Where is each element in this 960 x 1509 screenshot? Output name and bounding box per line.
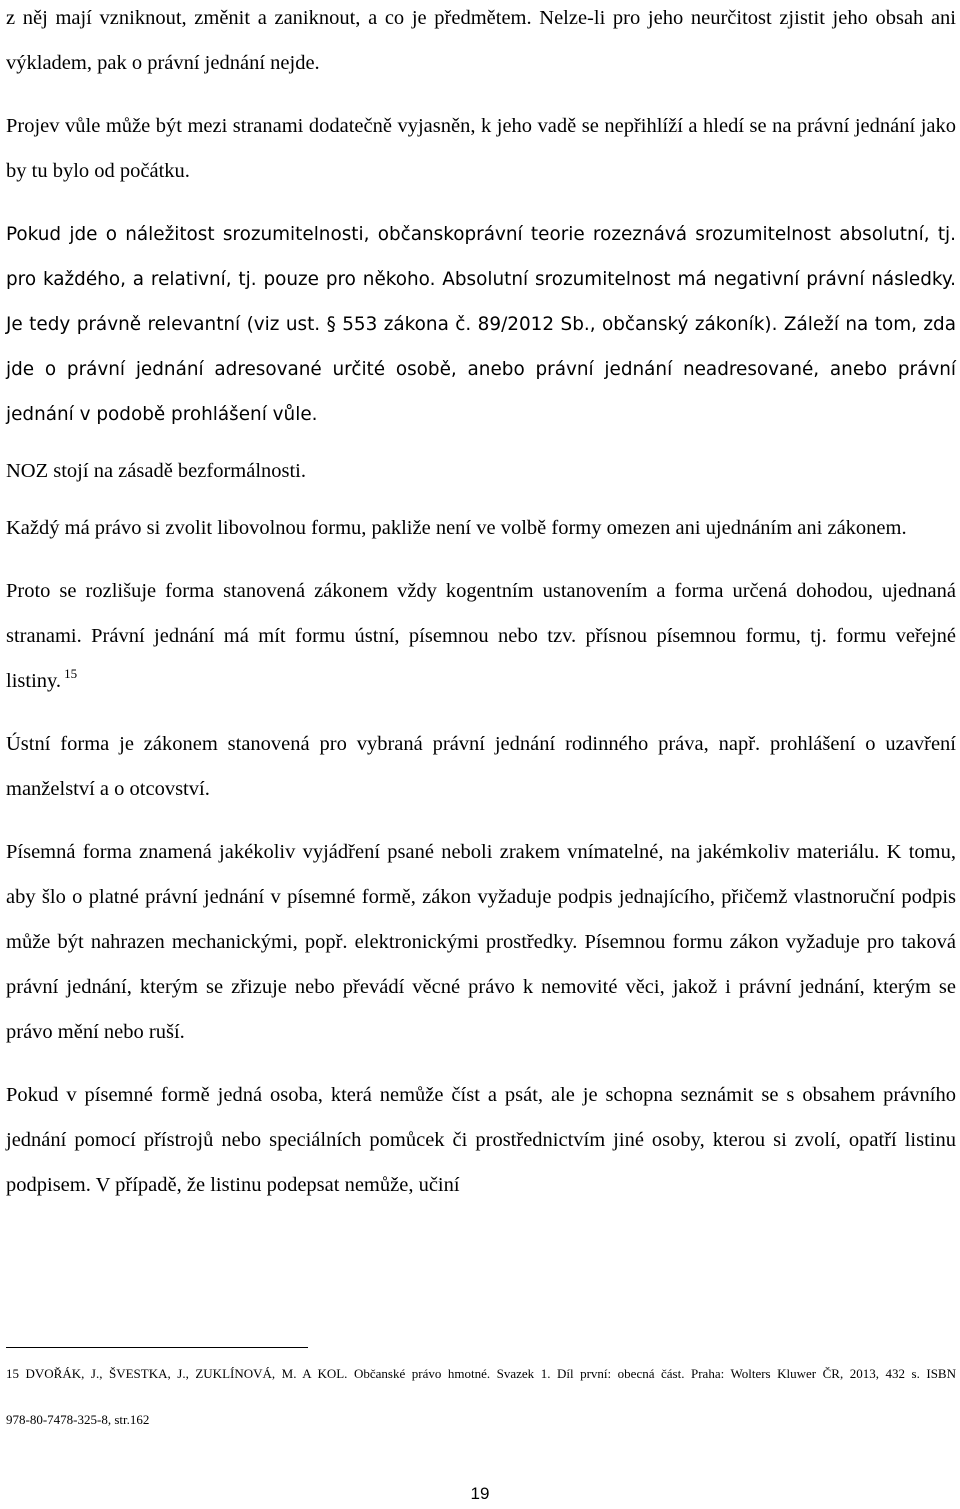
paragraph-3: Pokud jde o náležitost srozumitelnosti, občanskoprávní teorie rozeznává srozumitelnost absolutní, tj. pro každého, a relativní, tj. pouze pro někoho. Absolutní srozumitelnost má negativní právní následky. Je tedy právně relevantní (viz ust. § 553 zákona č. 89/2012 Sb., občanský zákoník). Záleží na tom, zda jde o právní jednání adresované určité osobě, anebo právní jednání neadresované, anebo právní jednání v podobě prohlášení vůle. — [6, 224, 956, 425]
paragraph-4: NOZ stojí na zásadě bezformálnosti. — [6, 460, 307, 482]
page-number: 19 — [470, 1484, 490, 1503]
paragraph-1: z něj mají vzniknout, změnit a zaniknout, a co je předmětem. Nelze-li pro jeho neurčitost zjistit jeho obsah ani výkladem, pak o právní jednání nejde. — [6, 7, 956, 74]
footnote-separator — [6, 1347, 308, 1348]
footnote — [6, 1351, 956, 1443]
paragraph-6-text: Proto se rozlišuje forma stanovená zákonem vždy kogentním ustanovením a forma určená dohodou, ujednaná stranami. Právní jednání má mít formu ústní, písemnou nebo tzv. přísnou písemnou formu, tj. formu veřejné listiny. — [6, 580, 956, 692]
paragraph-8: Písemná forma znamená jakékoliv vyjádření psané neboli zrakem vnímatelné, na jakémkoliv materiálu. K tomu, aby šlo o platné právní jednání v písemné formě, zákon vyžaduje podpis jednajícího, přičemž vlastnoruční podpis může být nahrazen mechanickými, popř. elektronickými prostředky. Písemnou formu zákon vyžaduje pro taková právní jednání, kterým se zřizuje nebo převádí věcné právo k nemovité věci, jakož i právní jednání, kterým se právo mění nebo ruší. — [6, 841, 956, 1043]
document-page — [6, 0, 956, 1208]
footnote-reference[interactable]: 15 — [64, 666, 78, 681]
paragraph-5: Každý má právo si zvolit libovolnou formu, pakliže není ve volbě formy omezen ani ujednáním ani zákonem. — [6, 517, 907, 539]
footnote-line-2: 978-80-7478-325-8, str.162 — [6, 1412, 150, 1427]
footnote-line-1: 15 DVOŘÁK, J., ŠVESTKA, J., ZUKLÍNOVÁ, M. A KOL. Občanské právo hmotné. Svazek 1. Díl první: obecná část. Praha: Wolters Kluwer ČR, 2013, 432 s. ISBN — [6, 1366, 956, 1381]
paragraph-7: Ústní forma je zákonem stanovená pro vybraná právní jednání rodinného práva, např. prohlášení o uzavření manželství a o otcovství. — [6, 733, 956, 800]
paragraph-9: Pokud v písemné formě jedná osoba, která nemůže číst a psát, ale je schopna seznámit se s obsahem právního jednání pomocí přístrojů nebo speciálních pomůcek či prostřednictvím jiné osoby, kterou si zvolí, opatří listinu podpisem. V případě, že listinu podepsat nemůže, učiní — [6, 1084, 956, 1196]
paragraph-6 — [6, 569, 956, 704]
paragraph-2: Projev vůle může být mezi stranami dodatečně vyjasněn, k jeho vadě se nepřihlíží a hledí se na právní jednání jako by tu bylo od počátku. — [6, 115, 956, 182]
